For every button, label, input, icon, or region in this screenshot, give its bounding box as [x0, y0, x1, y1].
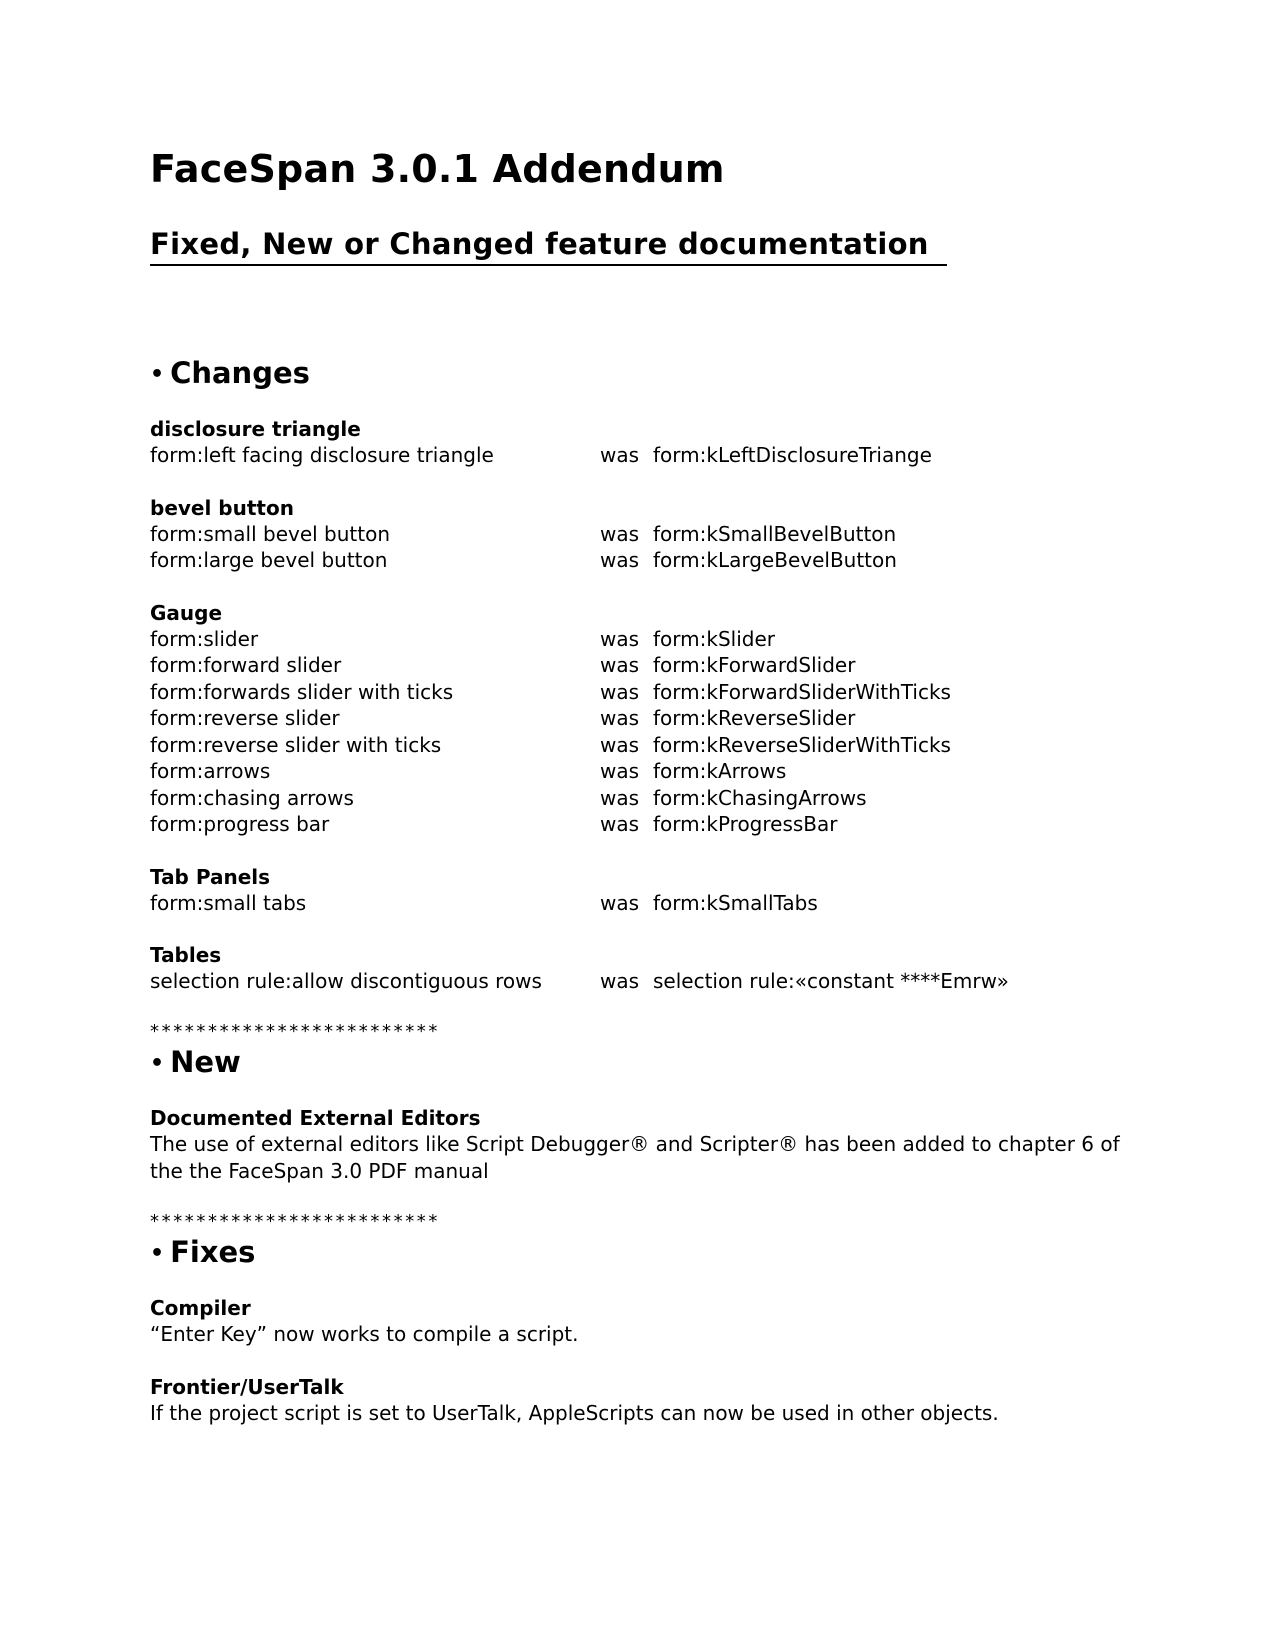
- new-term: form:chasing arrows: [150, 785, 354, 810]
- change-group-title: Gauge: [150, 600, 223, 625]
- new-term: form:reverse slider: [150, 706, 340, 730]
- change-group-title: Tables: [150, 943, 222, 967]
- change-row: [150, 626, 1150, 653]
- was-label: was: [600, 759, 640, 783]
- old-term-cell: [600, 521, 896, 548]
- old-term-cell: [600, 758, 786, 785]
- was-label: was: [600, 785, 640, 810]
- old-term-cell: [600, 968, 1009, 995]
- changes-list: [150, 416, 1150, 995]
- new-heading: [150, 1043, 1150, 1083]
- fix-item: [150, 1374, 1150, 1427]
- bullet-glyph: •: [150, 362, 165, 387]
- old-term: form:kArrows: [653, 759, 787, 783]
- new-heading-label: New: [170, 1044, 241, 1079]
- was-label: was: [600, 653, 640, 677]
- old-term-cell: [600, 652, 855, 679]
- new-term: form:large bevel button: [150, 548, 388, 572]
- change-group: [150, 942, 1150, 995]
- change-row: [150, 652, 1150, 679]
- new-term: form:forwards slider with ticks: [150, 679, 454, 704]
- change-group: [150, 600, 1150, 838]
- old-term: form:kChasingArrows: [653, 785, 867, 810]
- change-group: [150, 416, 1150, 469]
- fixes-heading: [150, 1233, 1150, 1273]
- old-term: form:kSmallBevelButton: [653, 521, 897, 546]
- old-term: form:kReverseSliderWithTicks: [653, 732, 951, 757]
- fix-item-text: If the project script is set to UserTalk, AppleScripts can now be used in other objects.: [150, 1400, 999, 1425]
- changes-heading-label: Changes: [170, 356, 310, 390]
- change-row: [150, 705, 1150, 732]
- old-term-cell: [600, 732, 951, 759]
- change-group-title: bevel button: [150, 495, 294, 520]
- was-label: was: [600, 548, 640, 572]
- change-row: [150, 679, 1150, 706]
- was-label: was: [600, 890, 640, 915]
- change-row: [150, 968, 1150, 995]
- change-row: [150, 758, 1150, 785]
- change-group: [150, 495, 1150, 574]
- new-term: form:left facing disclosure triangle: [150, 443, 494, 467]
- new-term: form:slider: [150, 626, 259, 651]
- change-group: [150, 864, 1150, 917]
- document-page: [150, 145, 1150, 1427]
- new-term: form:forward slider: [150, 653, 342, 677]
- old-term: form:kLargeBevelButton: [653, 548, 897, 572]
- old-term-cell: [600, 547, 897, 574]
- document-subtitle: Fixed, New or Changed feature documentation: [150, 226, 947, 266]
- change-row: [150, 732, 1150, 759]
- old-term: form:kProgressBar: [653, 812, 838, 836]
- change-row: [150, 811, 1150, 838]
- was-label: was: [600, 443, 640, 467]
- fix-item-title: Frontier/UserTalk: [150, 1374, 344, 1399]
- new-term: selection rule:allow discontiguous rows: [150, 969, 542, 993]
- was-label: was: [600, 812, 640, 836]
- was-label: was: [600, 706, 640, 730]
- separator-stars: *************************: [150, 1020, 440, 1042]
- old-term: form:kForwardSlider: [653, 653, 856, 677]
- fix-item-text: “Enter Key” now works to compile a script.: [150, 1321, 579, 1346]
- was-label: was: [600, 521, 640, 546]
- was-label: was: [600, 679, 640, 704]
- old-term-cell: [600, 785, 867, 812]
- old-term-cell: [600, 626, 775, 653]
- bullet-glyph: •: [150, 1240, 165, 1266]
- new-item: [150, 1105, 1150, 1185]
- new-term: form:arrows: [150, 759, 271, 783]
- change-group-title: Tab Panels: [150, 864, 271, 889]
- old-term-cell: [600, 705, 855, 732]
- old-term: form:kSmallTabs: [653, 890, 818, 915]
- new-term: form:reverse slider with ticks: [150, 732, 442, 757]
- old-term: form:kReverseSlider: [653, 706, 856, 730]
- change-row: [150, 521, 1150, 548]
- old-term: form:kLeftDisclosureTriange: [653, 443, 932, 467]
- document-title: FaceSpan 3.0.1 Addendum: [150, 147, 725, 191]
- old-term: form:kSlider: [653, 626, 775, 651]
- change-row: [150, 785, 1150, 812]
- old-term: selection rule:«constant ****Emrw»: [653, 969, 1009, 993]
- was-label: was: [600, 732, 640, 757]
- change-row: [150, 442, 1150, 469]
- fixes-heading-label: Fixes: [170, 1234, 256, 1269]
- change-group-title: disclosure triangle: [150, 417, 361, 441]
- new-item-title: Documented External Editors: [150, 1105, 481, 1130]
- change-row: [150, 547, 1150, 574]
- separator-stars: *************************: [150, 1210, 440, 1232]
- fix-item-title: Compiler: [150, 1295, 251, 1320]
- old-term-cell: [600, 679, 951, 706]
- change-row: [150, 890, 1150, 917]
- old-term-cell: [600, 811, 838, 838]
- new-term: form:small tabs: [150, 890, 307, 915]
- was-label: was: [600, 969, 640, 993]
- new-term: form:progress bar: [150, 812, 330, 836]
- was-label: was: [600, 626, 640, 651]
- old-term: form:kForwardSliderWithTicks: [653, 679, 951, 704]
- fix-item: [150, 1295, 1150, 1348]
- bullet-glyph: •: [150, 1050, 165, 1076]
- changes-heading: [150, 354, 1150, 394]
- new-term: form:small bevel button: [150, 521, 391, 546]
- old-term-cell: [600, 890, 818, 917]
- old-term-cell: [600, 442, 932, 469]
- new-item-text: The use of external editors like Script Debugger® and Scripter® has been added to chapter 6 of the the FaceSpan 3.0 PDF manual: [150, 1131, 1120, 1183]
